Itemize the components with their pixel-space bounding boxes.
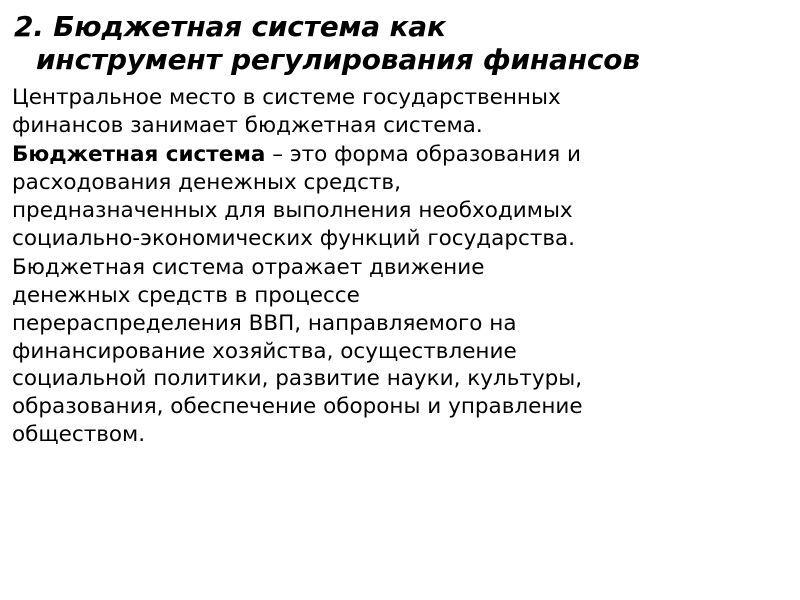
paragraph-2-line-1 [12,141,792,169]
paragraph-1-line-1: Центральное место в системе государственных [12,85,561,111]
paragraph-3-line-3: перераспределения ВВП, направляемого на [12,310,517,336]
page-title-line-2: инструмент регулирования финансов [36,43,640,77]
paragraph-3-line-4: финансирование хозяйства, осуществление [12,338,517,364]
paragraph-3-line-1: Бюджетная система отражает движение [12,254,485,280]
paragraph-2-line-4: социально-экономических функций государства. [12,225,576,251]
slide-body [12,84,792,449]
page-title [12,10,792,76]
paragraph-3-line-7: обществом. [12,422,146,448]
paragraph-3-line-2: денежных средств в процессе [12,282,360,308]
page-title-line-1: 2. Бюджетная система как [14,10,446,43]
paragraph-2-bold-term: Бюджетная система [12,141,266,167]
paragraph-2-line-3: предназначенных для выполнения необходимых [12,197,573,223]
paragraph-3-line-5: социальной политики, развитие науки, культуры, [12,366,583,392]
paragraph-3 [12,254,792,450]
paragraph-1 [12,84,792,140]
paragraph-2 [12,141,792,253]
paragraph-1-line-2: финансов занимает бюджетная система. [12,113,483,138]
paragraph-3-line-6: образования, обеспечение обороны и управление [12,394,583,420]
paragraph-2-line-1-rest: – это форма образования и [265,141,582,167]
paragraph-2-line-2: расходования денежных средств, [12,169,401,195]
